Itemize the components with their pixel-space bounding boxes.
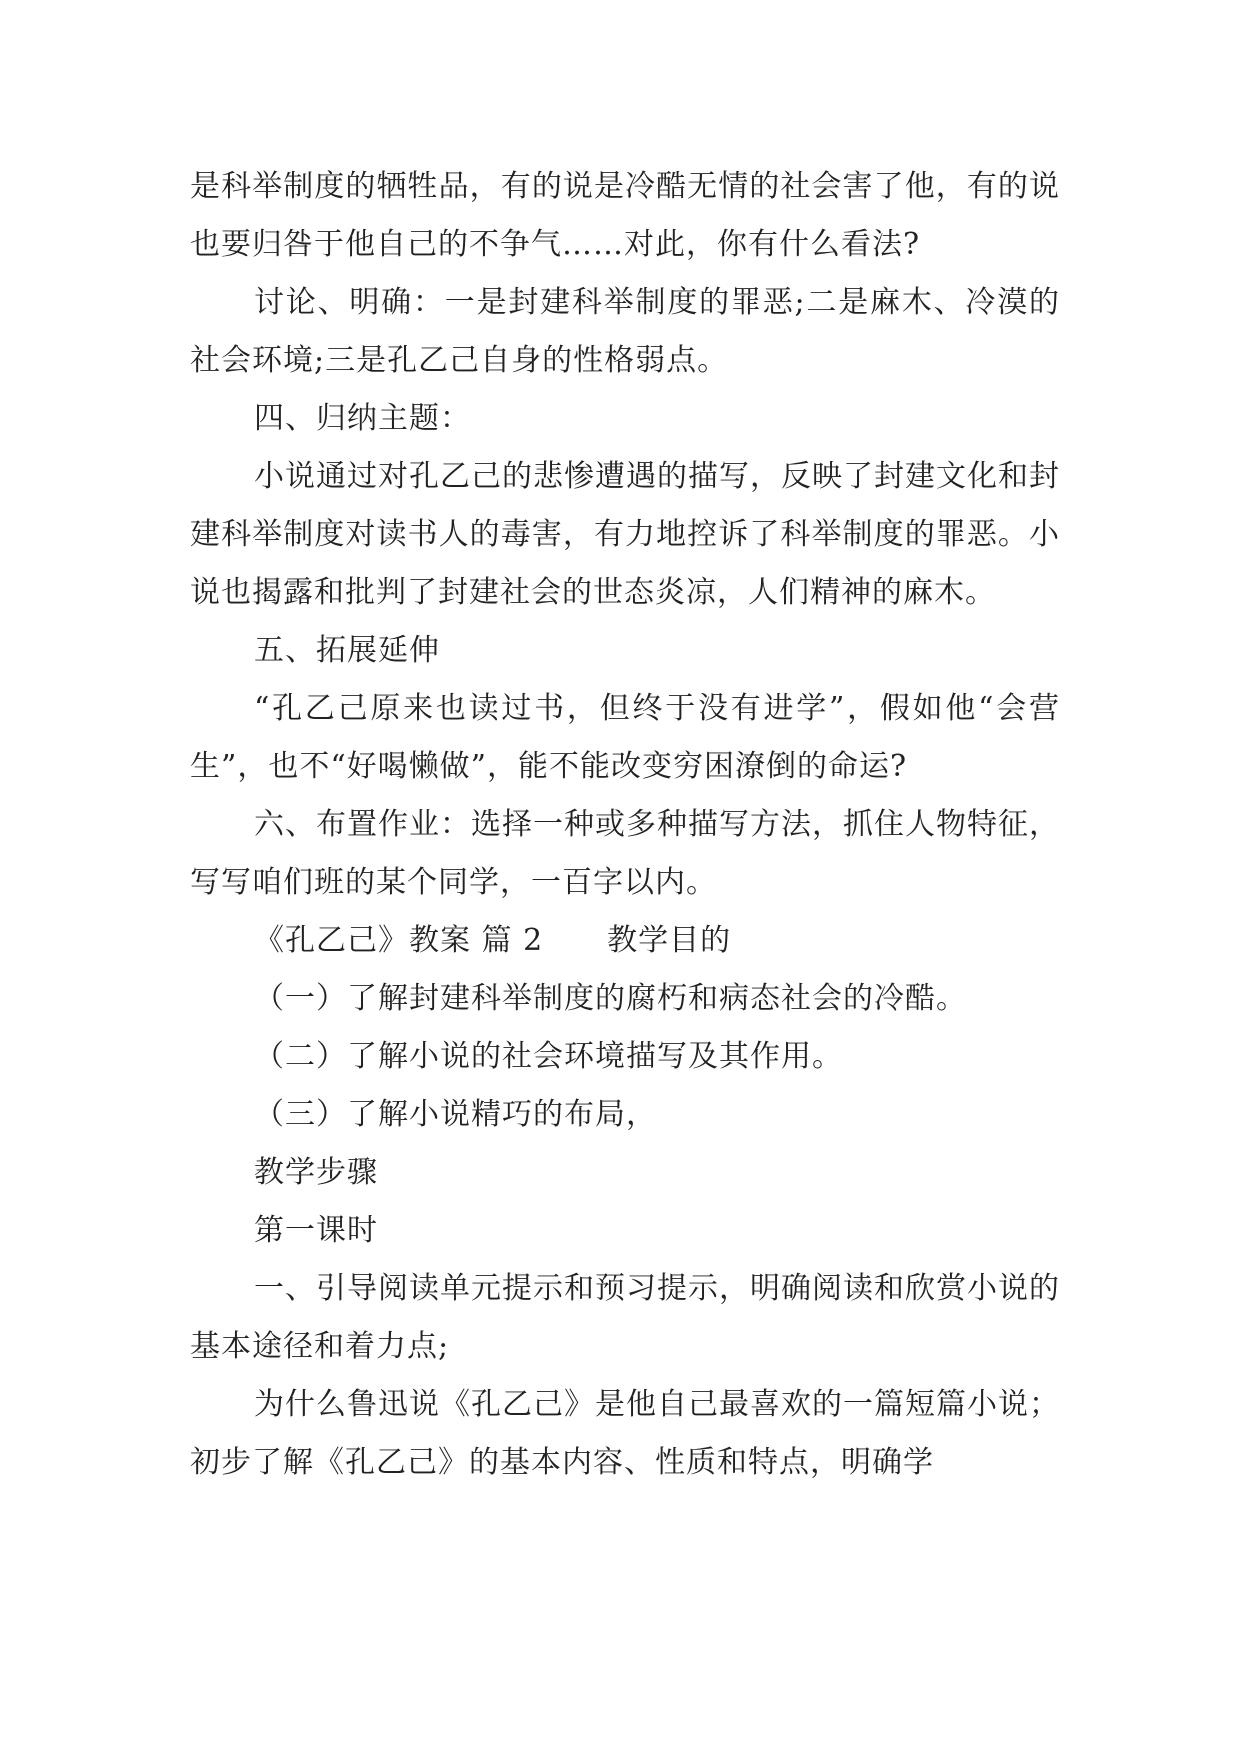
paragraph: 六、布置作业：选择一种或多种描写方法，抓住人物特征，写写咱们班的某个同学，一百字以内。 — [190, 807, 1060, 900]
lesson-plan-heading — [190, 912, 1060, 970]
objective-item: （一）了解封建科举制度的腐朽和病态社会的冷酷。 — [254, 981, 967, 1016]
objective-item: （三）了解小说精巧的布局， — [254, 1097, 657, 1132]
section-heading-steps: 教学步骤 — [254, 1155, 378, 1190]
section-heading-4: 四、归纳主题： — [254, 401, 471, 436]
paragraph: 是科举制度的牺牲品，有的说是冷酷无情的社会害了他，有的说也要归咎于他自己的不争气……对此，你有什么看法? — [190, 169, 1060, 262]
paragraph: 小说通过对孔乙己的悲惨遭遇的描写，反映了封建文化和封建科举制度对读书人的毒害，有力地控诉了科举制度的罪恶。小说也揭露和批判了封建社会的世态炎凉，人们精神的麻木。 — [190, 459, 1060, 610]
paragraph: “孔乙己原来也读过书，但终于没有进学”，假如他“会营生”，也不“好喝懒做”，能不能改变穷困潦倒的命运? — [190, 691, 1060, 784]
lesson-plan-subtitle: 教学目的 — [607, 923, 732, 958]
section-heading-period: 第一课时 — [254, 1213, 378, 1248]
section-heading-5: 五、拓展延伸 — [254, 633, 440, 668]
paragraph: 一、引导阅读单元提示和预习提示，明确阅读和欣赏小说的基本途径和着力点; — [190, 1271, 1060, 1364]
paragraph: 讨论、明确：一是封建科举制度的罪恶;二是麻木、冷漠的社会环境;三是孔乙己自身的性格弱点。 — [190, 285, 1060, 378]
lesson-plan-title: 《孔乙己》教案 篇 2 — [254, 923, 544, 958]
objective-item: （二）了解小说的社会环境描写及其作用。 — [254, 1039, 843, 1074]
document-body — [190, 158, 1060, 1492]
paragraph: 为什么鲁迅说《孔乙己》是他自己最喜欢的一篇短篇小说；初步了解《孔乙己》的基本内容、性质和特点，明确学 — [190, 1387, 1060, 1480]
